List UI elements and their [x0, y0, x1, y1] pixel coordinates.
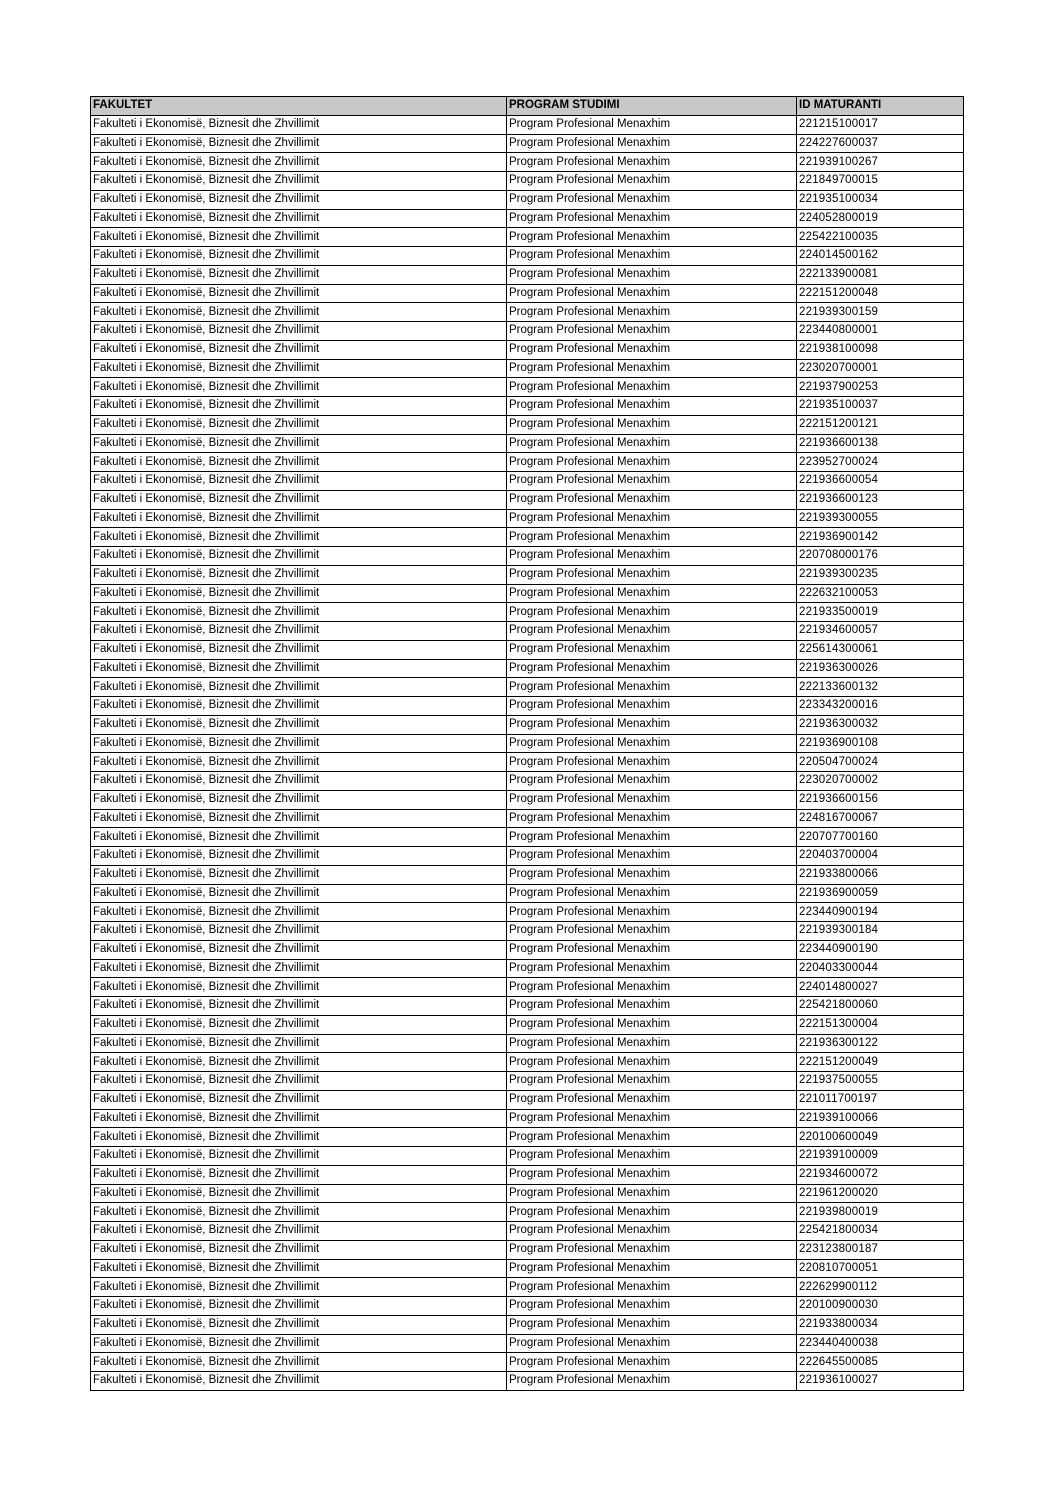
table-row	[91, 753, 964, 772]
cell-program-studimi: Program Profesional Menaxhim	[507, 190, 797, 209]
cell-fakultet: Fakulteti i Ekonomisë, Biznesit dhe Zhvillimit	[91, 528, 507, 547]
table-row	[91, 603, 964, 622]
cell-id-maturanti: 221936900059	[797, 884, 964, 903]
cell-fakultet: Fakulteti i Ekonomisë, Biznesit dhe Zhvillimit	[91, 303, 507, 322]
table-row	[91, 772, 964, 791]
cell-fakultet: Fakulteti i Ekonomisë, Biznesit dhe Zhvillimit	[91, 903, 507, 922]
cell-program-studimi: Program Profesional Menaxhim	[507, 453, 797, 472]
table-row	[91, 209, 964, 228]
table-row	[91, 1315, 964, 1334]
cell-fakultet: Fakulteti i Ekonomisë, Biznesit dhe Zhvillimit	[91, 1372, 507, 1391]
cell-id-maturanti: 221939100009	[797, 1147, 964, 1166]
table-row	[91, 865, 964, 884]
cell-program-studimi: Program Profesional Menaxhim	[507, 472, 797, 491]
cell-fakultet: Fakulteti i Ekonomisë, Biznesit dhe Zhvillimit	[91, 340, 507, 359]
cell-program-studimi: Program Profesional Menaxhim	[507, 547, 797, 566]
cell-program-studimi: Program Profesional Menaxhim	[507, 434, 797, 453]
cell-program-studimi: Program Profesional Menaxhim	[507, 397, 797, 416]
cell-program-studimi: Program Profesional Menaxhim	[507, 1334, 797, 1353]
cell-id-maturanti: 221936300122	[797, 1034, 964, 1053]
cell-program-studimi: Program Profesional Menaxhim	[507, 959, 797, 978]
table-row	[91, 378, 964, 397]
table-row	[91, 884, 964, 903]
cell-fakultet: Fakulteti i Ekonomisë, Biznesit dhe Zhvillimit	[91, 790, 507, 809]
table-row	[91, 997, 964, 1016]
cell-program-studimi: Program Profesional Menaxhim	[507, 1053, 797, 1072]
cell-fakultet: Fakulteti i Ekonomisë, Biznesit dhe Zhvillimit	[91, 134, 507, 153]
cell-fakultet: Fakulteti i Ekonomisë, Biznesit dhe Zhvillimit	[91, 1147, 507, 1166]
cell-fakultet: Fakulteti i Ekonomisë, Biznesit dhe Zhvillimit	[91, 697, 507, 716]
table-row	[91, 640, 964, 659]
cell-id-maturanti: 223440800001	[797, 322, 964, 341]
table-row	[91, 809, 964, 828]
table-row	[91, 303, 964, 322]
cell-fakultet: Fakulteti i Ekonomisë, Biznesit dhe Zhvillimit	[91, 678, 507, 697]
cell-program-studimi: Program Profesional Menaxhim	[507, 828, 797, 847]
cell-id-maturanti: 221936600123	[797, 490, 964, 509]
table-row	[91, 528, 964, 547]
table-row	[91, 1015, 964, 1034]
cell-fakultet: Fakulteti i Ekonomisë, Biznesit dhe Zhvillimit	[91, 397, 507, 416]
cell-program-studimi: Program Profesional Menaxhim	[507, 1353, 797, 1372]
cell-program-studimi: Program Profesional Menaxhim	[507, 790, 797, 809]
table-row	[91, 903, 964, 922]
cell-fakultet: Fakulteti i Ekonomisë, Biznesit dhe Zhvillimit	[91, 1334, 507, 1353]
cell-program-studimi: Program Profesional Menaxhim	[507, 1203, 797, 1222]
cell-program-studimi: Program Profesional Menaxhim	[507, 528, 797, 547]
cell-fakultet: Fakulteti i Ekonomisë, Biznesit dhe Zhvillimit	[91, 1072, 507, 1091]
cell-fakultet: Fakulteti i Ekonomisë, Biznesit dhe Zhvillimit	[91, 1297, 507, 1316]
cell-id-maturanti: 224014800027	[797, 978, 964, 997]
cell-fakultet: Fakulteti i Ekonomisë, Biznesit dhe Zhvillimit	[91, 1090, 507, 1109]
cell-id-maturanti: 221936600156	[797, 790, 964, 809]
table-row	[91, 284, 964, 303]
cell-id-maturanti: 222151200048	[797, 284, 964, 303]
cell-fakultet: Fakulteti i Ekonomisë, Biznesit dhe Zhvillimit	[91, 1184, 507, 1203]
results-sheet	[90, 96, 963, 1391]
cell-program-studimi: Program Profesional Menaxhim	[507, 865, 797, 884]
cell-program-studimi: Program Profesional Menaxhim	[507, 1259, 797, 1278]
cell-fakultet: Fakulteti i Ekonomisë, Biznesit dhe Zhvillimit	[91, 603, 507, 622]
table-row	[91, 190, 964, 209]
table-row	[91, 1034, 964, 1053]
cell-id-maturanti: 221936300026	[797, 659, 964, 678]
cell-id-maturanti: 222151300004	[797, 1015, 964, 1034]
cell-id-maturanti: 221939300235	[797, 565, 964, 584]
cell-fakultet: Fakulteti i Ekonomisë, Biznesit dhe Zhvillimit	[91, 1240, 507, 1259]
cell-program-studimi: Program Profesional Menaxhim	[507, 115, 797, 134]
cell-program-studimi: Program Profesional Menaxhim	[507, 172, 797, 191]
cell-fakultet: Fakulteti i Ekonomisë, Biznesit dhe Zhvillimit	[91, 584, 507, 603]
cell-program-studimi: Program Profesional Menaxhim	[507, 1372, 797, 1391]
table-row	[91, 584, 964, 603]
table-row	[91, 1222, 964, 1241]
cell-fakultet: Fakulteti i Ekonomisë, Biznesit dhe Zhvillimit	[91, 1222, 507, 1241]
table-row	[91, 978, 964, 997]
table-row	[91, 1334, 964, 1353]
cell-program-studimi: Program Profesional Menaxhim	[507, 1109, 797, 1128]
cell-id-maturanti: 221937500055	[797, 1072, 964, 1091]
table-row	[91, 490, 964, 509]
table-row	[91, 228, 964, 247]
cell-program-studimi: Program Profesional Menaxhim	[507, 1240, 797, 1259]
cell-id-maturanti: 225421800060	[797, 997, 964, 1016]
table-row	[91, 1240, 964, 1259]
cell-id-maturanti: 221934600072	[797, 1165, 964, 1184]
cell-program-studimi: Program Profesional Menaxhim	[507, 697, 797, 716]
cell-fakultet: Fakulteti i Ekonomisë, Biznesit dhe Zhvillimit	[91, 847, 507, 866]
cell-program-studimi: Program Profesional Menaxhim	[507, 1222, 797, 1241]
table-row	[91, 1259, 964, 1278]
table-row	[91, 828, 964, 847]
cell-fakultet: Fakulteti i Ekonomisë, Biznesit dhe Zhvillimit	[91, 997, 507, 1016]
cell-id-maturanti: 220708000176	[797, 547, 964, 566]
table-row	[91, 153, 964, 172]
cell-id-maturanti: 221938100098	[797, 340, 964, 359]
table-row	[91, 359, 964, 378]
cell-program-studimi: Program Profesional Menaxhim	[507, 1165, 797, 1184]
cell-id-maturanti: 221936600054	[797, 472, 964, 491]
cell-program-studimi: Program Profesional Menaxhim	[507, 340, 797, 359]
cell-fakultet: Fakulteti i Ekonomisë, Biznesit dhe Zhvillimit	[91, 415, 507, 434]
table-row	[91, 434, 964, 453]
cell-id-maturanti: 225614300061	[797, 640, 964, 659]
cell-id-maturanti: 223020700002	[797, 772, 964, 791]
table-row	[91, 415, 964, 434]
cell-fakultet: Fakulteti i Ekonomisë, Biznesit dhe Zhvillimit	[91, 153, 507, 172]
table-row	[91, 340, 964, 359]
cell-fakultet: Fakulteti i Ekonomisë, Biznesit dhe Zhvillimit	[91, 509, 507, 528]
table-row	[91, 715, 964, 734]
cell-fakultet: Fakulteti i Ekonomisë, Biznesit dhe Zhvillimit	[91, 1015, 507, 1034]
cell-fakultet: Fakulteti i Ekonomisë, Biznesit dhe Zhvillimit	[91, 565, 507, 584]
cell-id-maturanti: 221935100034	[797, 190, 964, 209]
table-row	[91, 1128, 964, 1147]
cell-id-maturanti: 223440900194	[797, 903, 964, 922]
cell-program-studimi: Program Profesional Menaxhim	[507, 603, 797, 622]
cell-fakultet: Fakulteti i Ekonomisë, Biznesit dhe Zhvillimit	[91, 940, 507, 959]
cell-id-maturanti: 223123800187	[797, 1240, 964, 1259]
cell-program-studimi: Program Profesional Menaxhim	[507, 228, 797, 247]
cell-id-maturanti: 221939800019	[797, 1203, 964, 1222]
cell-program-studimi: Program Profesional Menaxhim	[507, 678, 797, 697]
cell-program-studimi: Program Profesional Menaxhim	[507, 509, 797, 528]
cell-id-maturanti: 221939100066	[797, 1109, 964, 1128]
cell-fakultet: Fakulteti i Ekonomisë, Biznesit dhe Zhvillimit	[91, 865, 507, 884]
cell-program-studimi: Program Profesional Menaxhim	[507, 303, 797, 322]
cell-fakultet: Fakulteti i Ekonomisë, Biznesit dhe Zhvillimit	[91, 659, 507, 678]
cell-program-studimi: Program Profesional Menaxhim	[507, 1015, 797, 1034]
cell-program-studimi: Program Profesional Menaxhim	[507, 1297, 797, 1316]
table-row	[91, 1203, 964, 1222]
cell-fakultet: Fakulteti i Ekonomisë, Biznesit dhe Zhvillimit	[91, 378, 507, 397]
cell-program-studimi: Program Profesional Menaxhim	[507, 715, 797, 734]
cell-id-maturanti: 221936900142	[797, 528, 964, 547]
cell-fakultet: Fakulteti i Ekonomisë, Biznesit dhe Zhvillimit	[91, 434, 507, 453]
cell-id-maturanti: 222133600132	[797, 678, 964, 697]
cell-program-studimi: Program Profesional Menaxhim	[507, 359, 797, 378]
cell-program-studimi: Program Profesional Menaxhim	[507, 997, 797, 1016]
header-fakultet: FAKULTET	[91, 97, 507, 116]
table-row	[91, 734, 964, 753]
cell-id-maturanti: 225421800034	[797, 1222, 964, 1241]
cell-id-maturanti: 221934600057	[797, 622, 964, 641]
cell-fakultet: Fakulteti i Ekonomisë, Biznesit dhe Zhvillimit	[91, 1278, 507, 1297]
cell-fakultet: Fakulteti i Ekonomisë, Biznesit dhe Zhvillimit	[91, 547, 507, 566]
cell-id-maturanti: 223020700001	[797, 359, 964, 378]
cell-fakultet: Fakulteti i Ekonomisë, Biznesit dhe Zhvillimit	[91, 1315, 507, 1334]
cell-fakultet: Fakulteti i Ekonomisë, Biznesit dhe Zhvillimit	[91, 359, 507, 378]
table-row	[91, 659, 964, 678]
cell-program-studimi: Program Profesional Menaxhim	[507, 490, 797, 509]
cell-program-studimi: Program Profesional Menaxhim	[507, 247, 797, 266]
table-row	[91, 322, 964, 341]
table-row	[91, 847, 964, 866]
cell-program-studimi: Program Profesional Menaxhim	[507, 209, 797, 228]
table-row	[91, 453, 964, 472]
table-row	[91, 1184, 964, 1203]
cell-id-maturanti: 221933800034	[797, 1315, 964, 1334]
cell-fakultet: Fakulteti i Ekonomisë, Biznesit dhe Zhvillimit	[91, 959, 507, 978]
cell-id-maturanti: 223440900190	[797, 940, 964, 959]
cell-id-maturanti: 220810700051	[797, 1259, 964, 1278]
cell-program-studimi: Program Profesional Menaxhim	[507, 884, 797, 903]
cell-id-maturanti: 221935100037	[797, 397, 964, 416]
cell-fakultet: Fakulteti i Ekonomisë, Biznesit dhe Zhvillimit	[91, 884, 507, 903]
cell-fakultet: Fakulteti i Ekonomisë, Biznesit dhe Zhvillimit	[91, 640, 507, 659]
cell-fakultet: Fakulteti i Ekonomisë, Biznesit dhe Zhvillimit	[91, 209, 507, 228]
students-table	[90, 96, 964, 1391]
cell-id-maturanti: 220707700160	[797, 828, 964, 847]
cell-program-studimi: Program Profesional Menaxhim	[507, 1034, 797, 1053]
cell-program-studimi: Program Profesional Menaxhim	[507, 1147, 797, 1166]
cell-program-studimi: Program Profesional Menaxhim	[507, 1128, 797, 1147]
table-body	[91, 115, 964, 1390]
cell-program-studimi: Program Profesional Menaxhim	[507, 1278, 797, 1297]
cell-id-maturanti: 222629900112	[797, 1278, 964, 1297]
cell-id-maturanti: 224227600037	[797, 134, 964, 153]
cell-fakultet: Fakulteti i Ekonomisë, Biznesit dhe Zhvillimit	[91, 284, 507, 303]
table-row	[91, 565, 964, 584]
cell-program-studimi: Program Profesional Menaxhim	[507, 378, 797, 397]
cell-fakultet: Fakulteti i Ekonomisë, Biznesit dhe Zhvillimit	[91, 772, 507, 791]
table-row	[91, 1165, 964, 1184]
cell-program-studimi: Program Profesional Menaxhim	[507, 415, 797, 434]
cell-id-maturanti: 224014500162	[797, 247, 964, 266]
table-row	[91, 959, 964, 978]
cell-fakultet: Fakulteti i Ekonomisë, Biznesit dhe Zhvillimit	[91, 978, 507, 997]
cell-program-studimi: Program Profesional Menaxhim	[507, 134, 797, 153]
cell-fakultet: Fakulteti i Ekonomisë, Biznesit dhe Zhvillimit	[91, 322, 507, 341]
cell-program-studimi: Program Profesional Menaxhim	[507, 622, 797, 641]
cell-id-maturanti: 221939300055	[797, 509, 964, 528]
table-row	[91, 472, 964, 491]
cell-program-studimi: Program Profesional Menaxhim	[507, 322, 797, 341]
table-row	[91, 940, 964, 959]
cell-fakultet: Fakulteti i Ekonomisë, Biznesit dhe Zhvillimit	[91, 1259, 507, 1278]
cell-fakultet: Fakulteti i Ekonomisë, Biznesit dhe Zhvillimit	[91, 828, 507, 847]
cell-fakultet: Fakulteti i Ekonomisë, Biznesit dhe Zhvillimit	[91, 1165, 507, 1184]
cell-id-maturanti: 221215100017	[797, 115, 964, 134]
table-row	[91, 134, 964, 153]
table-row	[91, 1090, 964, 1109]
table-row	[91, 697, 964, 716]
cell-program-studimi: Program Profesional Menaxhim	[507, 153, 797, 172]
cell-id-maturanti: 222645500085	[797, 1353, 964, 1372]
cell-program-studimi: Program Profesional Menaxhim	[507, 809, 797, 828]
table-row	[91, 509, 964, 528]
cell-program-studimi: Program Profesional Menaxhim	[507, 584, 797, 603]
table-row	[91, 1278, 964, 1297]
cell-fakultet: Fakulteti i Ekonomisë, Biznesit dhe Zhvillimit	[91, 809, 507, 828]
cell-id-maturanti: 221933800066	[797, 865, 964, 884]
cell-id-maturanti: 224052800019	[797, 209, 964, 228]
cell-id-maturanti: 220504700024	[797, 753, 964, 772]
cell-id-maturanti: 221936600138	[797, 434, 964, 453]
cell-program-studimi: Program Profesional Menaxhim	[507, 1090, 797, 1109]
cell-fakultet: Fakulteti i Ekonomisë, Biznesit dhe Zhvillimit	[91, 172, 507, 191]
cell-id-maturanti: 221936100027	[797, 1372, 964, 1391]
table-row	[91, 115, 964, 134]
cell-id-maturanti: 221933500019	[797, 603, 964, 622]
cell-id-maturanti: 221011700197	[797, 1090, 964, 1109]
cell-fakultet: Fakulteti i Ekonomisë, Biznesit dhe Zhvillimit	[91, 622, 507, 641]
cell-id-maturanti: 221961200020	[797, 1184, 964, 1203]
cell-id-maturanti: 221939300184	[797, 922, 964, 941]
cell-id-maturanti: 224816700067	[797, 809, 964, 828]
table-row	[91, 622, 964, 641]
cell-fakultet: Fakulteti i Ekonomisë, Biznesit dhe Zhvillimit	[91, 1353, 507, 1372]
table-row	[91, 1072, 964, 1091]
cell-program-studimi: Program Profesional Menaxhim	[507, 1072, 797, 1091]
cell-id-maturanti: 222151200121	[797, 415, 964, 434]
table-header-row	[91, 97, 964, 116]
cell-id-maturanti: 221939100267	[797, 153, 964, 172]
cell-program-studimi: Program Profesional Menaxhim	[507, 734, 797, 753]
table-row	[91, 1109, 964, 1128]
cell-program-studimi: Program Profesional Menaxhim	[507, 565, 797, 584]
cell-fakultet: Fakulteti i Ekonomisë, Biznesit dhe Zhvillimit	[91, 228, 507, 247]
cell-fakultet: Fakulteti i Ekonomisë, Biznesit dhe Zhvillimit	[91, 1034, 507, 1053]
cell-program-studimi: Program Profesional Menaxhim	[507, 978, 797, 997]
cell-fakultet: Fakulteti i Ekonomisë, Biznesit dhe Zhvillimit	[91, 1128, 507, 1147]
cell-id-maturanti: 222632100053	[797, 584, 964, 603]
table-row	[91, 922, 964, 941]
cell-id-maturanti: 221936300032	[797, 715, 964, 734]
cell-id-maturanti: 223343200016	[797, 697, 964, 716]
cell-program-studimi: Program Profesional Menaxhim	[507, 753, 797, 772]
cell-id-maturanti: 220100600049	[797, 1128, 964, 1147]
cell-fakultet: Fakulteti i Ekonomisë, Biznesit dhe Zhvillimit	[91, 715, 507, 734]
table-row	[91, 397, 964, 416]
table-row	[91, 547, 964, 566]
cell-id-maturanti: 220403700004	[797, 847, 964, 866]
cell-program-studimi: Program Profesional Menaxhim	[507, 772, 797, 791]
header-program-studimi: PROGRAM STUDIMI	[507, 97, 797, 116]
cell-fakultet: Fakulteti i Ekonomisë, Biznesit dhe Zhvillimit	[91, 1053, 507, 1072]
cell-id-maturanti: 221937900253	[797, 378, 964, 397]
cell-id-maturanti: 220100900030	[797, 1297, 964, 1316]
cell-program-studimi: Program Profesional Menaxhim	[507, 847, 797, 866]
table-row	[91, 1147, 964, 1166]
table-row	[91, 265, 964, 284]
cell-program-studimi: Program Profesional Menaxhim	[507, 922, 797, 941]
table-row	[91, 172, 964, 191]
cell-id-maturanti: 222133900081	[797, 265, 964, 284]
cell-fakultet: Fakulteti i Ekonomisë, Biznesit dhe Zhvillimit	[91, 265, 507, 284]
table-row	[91, 678, 964, 697]
cell-fakultet: Fakulteti i Ekonomisë, Biznesit dhe Zhvillimit	[91, 472, 507, 491]
cell-id-maturanti: 221936900108	[797, 734, 964, 753]
cell-id-maturanti: 225422100035	[797, 228, 964, 247]
cell-id-maturanti: 223952700024	[797, 453, 964, 472]
cell-id-maturanti: 220403300044	[797, 959, 964, 978]
cell-fakultet: Fakulteti i Ekonomisë, Biznesit dhe Zhvillimit	[91, 1203, 507, 1222]
cell-fakultet: Fakulteti i Ekonomisë, Biznesit dhe Zhvillimit	[91, 490, 507, 509]
cell-id-maturanti: 221939300159	[797, 303, 964, 322]
cell-id-maturanti: 221849700015	[797, 172, 964, 191]
cell-program-studimi: Program Profesional Menaxhim	[507, 284, 797, 303]
cell-program-studimi: Program Profesional Menaxhim	[507, 659, 797, 678]
header-id-maturanti: ID MATURANTI	[797, 97, 964, 116]
cell-program-studimi: Program Profesional Menaxhim	[507, 940, 797, 959]
table-row	[91, 1053, 964, 1072]
cell-program-studimi: Program Profesional Menaxhim	[507, 903, 797, 922]
table-row	[91, 247, 964, 266]
cell-fakultet: Fakulteti i Ekonomisë, Biznesit dhe Zhvillimit	[91, 922, 507, 941]
cell-fakultet: Fakulteti i Ekonomisë, Biznesit dhe Zhvillimit	[91, 247, 507, 266]
table-row	[91, 1353, 964, 1372]
cell-fakultet: Fakulteti i Ekonomisë, Biznesit dhe Zhvillimit	[91, 1109, 507, 1128]
table-row	[91, 790, 964, 809]
cell-fakultet: Fakulteti i Ekonomisë, Biznesit dhe Zhvillimit	[91, 190, 507, 209]
cell-fakultet: Fakulteti i Ekonomisë, Biznesit dhe Zhvillimit	[91, 115, 507, 134]
cell-fakultet: Fakulteti i Ekonomisë, Biznesit dhe Zhvillimit	[91, 453, 507, 472]
cell-id-maturanti: 223440400038	[797, 1334, 964, 1353]
cell-program-studimi: Program Profesional Menaxhim	[507, 265, 797, 284]
table-row	[91, 1297, 964, 1316]
cell-program-studimi: Program Profesional Menaxhim	[507, 1315, 797, 1334]
cell-program-studimi: Program Profesional Menaxhim	[507, 640, 797, 659]
table-row	[91, 1372, 964, 1391]
cell-fakultet: Fakulteti i Ekonomisë, Biznesit dhe Zhvillimit	[91, 734, 507, 753]
cell-id-maturanti: 222151200049	[797, 1053, 964, 1072]
cell-program-studimi: Program Profesional Menaxhim	[507, 1184, 797, 1203]
cell-fakultet: Fakulteti i Ekonomisë, Biznesit dhe Zhvillimit	[91, 753, 507, 772]
